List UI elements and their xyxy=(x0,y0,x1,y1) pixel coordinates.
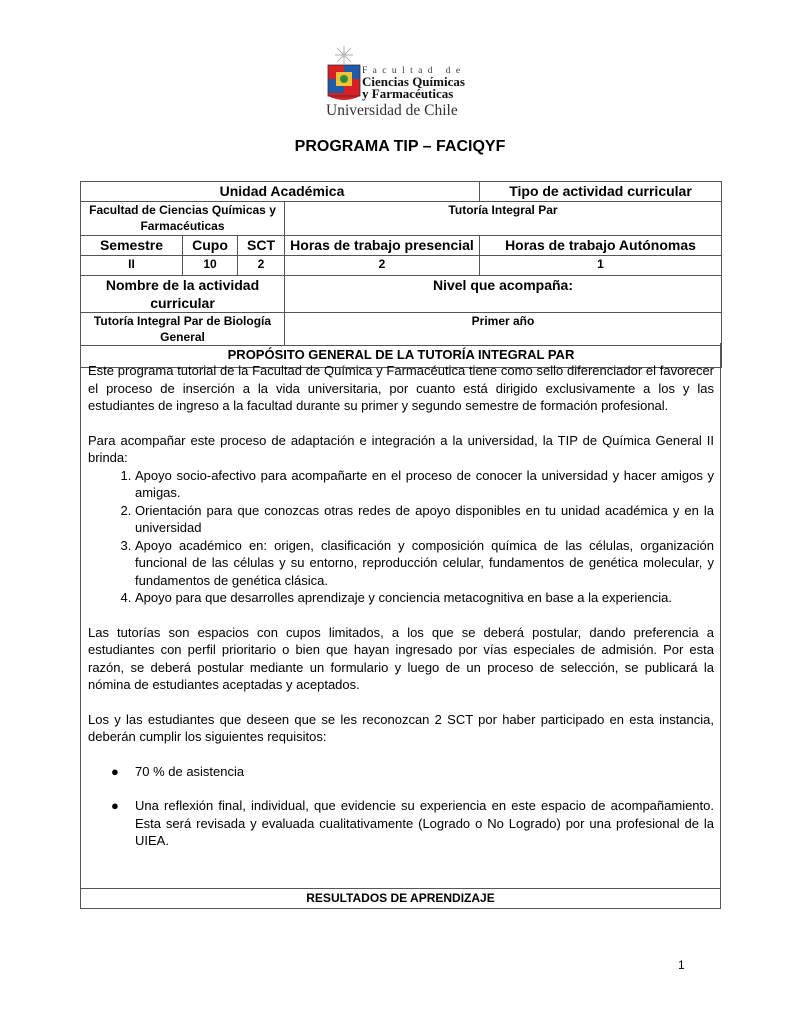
table-row xyxy=(81,202,722,236)
unidad-academica-value: Facultad de Ciencias Químicas y Farmacéuticas xyxy=(81,202,285,236)
sct-value: 2 xyxy=(238,256,285,276)
logo-farmaceuticas-text: y Farmacéuticas xyxy=(362,86,454,101)
list-item xyxy=(111,797,714,850)
bullet-icon: ● xyxy=(111,763,119,779)
table-row xyxy=(81,313,722,346)
table-row xyxy=(81,256,722,276)
semestre-value: II xyxy=(81,256,183,276)
proposito-header: PROPÓSITO GENERAL DE LA TUTORÍA INTEGRAL PAR xyxy=(81,346,722,368)
sct-header: SCT xyxy=(238,236,285,256)
list-item xyxy=(111,763,714,781)
list-item: 4. Apoyo para que desarrolles aprendizaje y conciencia metacognitiva en base a la experiencia. xyxy=(135,589,714,607)
list-item: 1. Apoyo socio-afectivo para acompañarte en el proceso de conocer la universidad y hacer amigos y amigas. xyxy=(135,467,714,502)
logo-ciencias-text: Ciencias Químicas xyxy=(362,74,465,89)
bullet-icon: ● xyxy=(111,798,119,813)
page-number: 1 xyxy=(678,958,685,972)
nombre-actividad-value: Tutoría Integral Par de Biología General xyxy=(81,313,285,346)
unidad-academica-header-text: Unidad Académica xyxy=(219,183,345,199)
proposito-content xyxy=(88,362,714,850)
support-list xyxy=(88,467,714,607)
nombre-actividad-header: Nombre de la actividad curricular xyxy=(81,276,285,313)
spacer xyxy=(88,746,714,763)
spacer xyxy=(88,415,714,432)
semestre-header: Semestre xyxy=(81,236,183,256)
spacer xyxy=(88,607,714,624)
nivel-acompana-value: Primer año xyxy=(285,313,722,346)
cupo-value: 10 xyxy=(183,256,238,276)
horas-presencial-value: 2 xyxy=(285,256,480,276)
faculty-logo xyxy=(324,44,480,120)
paragraph-requisitos: Los y las estudiantes que deseen que se les reconozcan 2 SCT por haber participado en esta instancia, deberán cumplir los siguientes requisitos: xyxy=(88,711,714,744)
paragraph-tutorias: Las tutorías son espacios con cupos limitados, a los que se deberá postular, dando preferencia a estudiantes con perfil prioritario o bien que hayan ingresado por vías especiales de admisión. Por esta razón, se deberá postular mediante un formulario y luego de un proceso de selección, se publicará la nómina de estudiantes aceptadas y aceptados. xyxy=(88,624,714,692)
document-title: PROGRAMA TIP – FACIQYF xyxy=(294,138,506,155)
table-row xyxy=(81,236,722,256)
paragraph-acompanar: Para acompañar este proceso de adaptación e integración a la universidad, la TIP de Química General II brinda: xyxy=(88,432,714,465)
unidad-academica-header xyxy=(81,182,480,202)
nivel-acompana-header: Nivel que acompaña: xyxy=(285,276,722,313)
tipo-actividad-header: Tipo de actividad curricular xyxy=(480,182,722,202)
table-row xyxy=(81,182,722,202)
paragraph-intro: Este programa tutorial de la Facultad de Química y Farmacéutica tiene como sello diferenciador el favorecer el proceso de inserción a la vida universitaria, por cuanto está dirigido exclusivamente a los y las estudiantes de ingreso a la facultad durante su primer y segundo semestre de formación profesional. xyxy=(88,363,714,413)
logo-universidad-text: Universidad de Chile xyxy=(326,102,458,119)
program-info-table xyxy=(80,181,722,368)
horas-presencial-header: Horas de trabajo presencial xyxy=(285,236,480,256)
list-item: 3. Apoyo académico en: origen, clasificación y composición química de las células, organización funcional de las células y su entorno, reproducción celular, fundamentos de genética molecular, y fundamentos de genética clásica. xyxy=(135,537,714,590)
requirements-list xyxy=(88,763,714,850)
tipo-actividad-value: Tutoría Integral Par xyxy=(285,202,722,236)
logo-facultad-text: Facultad de xyxy=(362,66,466,76)
table-row xyxy=(81,276,722,313)
cupo-header: Cupo xyxy=(183,236,238,256)
spacer xyxy=(88,694,714,711)
requirement-text: Una reflexión final, individual, que evidencie su experiencia en este espacio de acompañamiento. Esta será revisada y evaluada cualitativamente (Logrado o No Logrado) por una profesional de la UIEA. xyxy=(135,798,714,848)
resultados-aprendizaje-header: RESULTADOS DE APRENDIZAJE xyxy=(80,888,721,909)
horas-autonomas-value: 1 xyxy=(480,256,722,276)
horas-autonomas-header: Horas de trabajo Autónomas xyxy=(480,236,722,256)
university-emblem-icon xyxy=(324,44,364,106)
requirement-text: 70 % de asistencia xyxy=(135,763,245,779)
list-item: 2. Orientación para que conozcas otras redes de apoyo disponibles en tu unidad académica y en la universidad xyxy=(135,502,714,537)
